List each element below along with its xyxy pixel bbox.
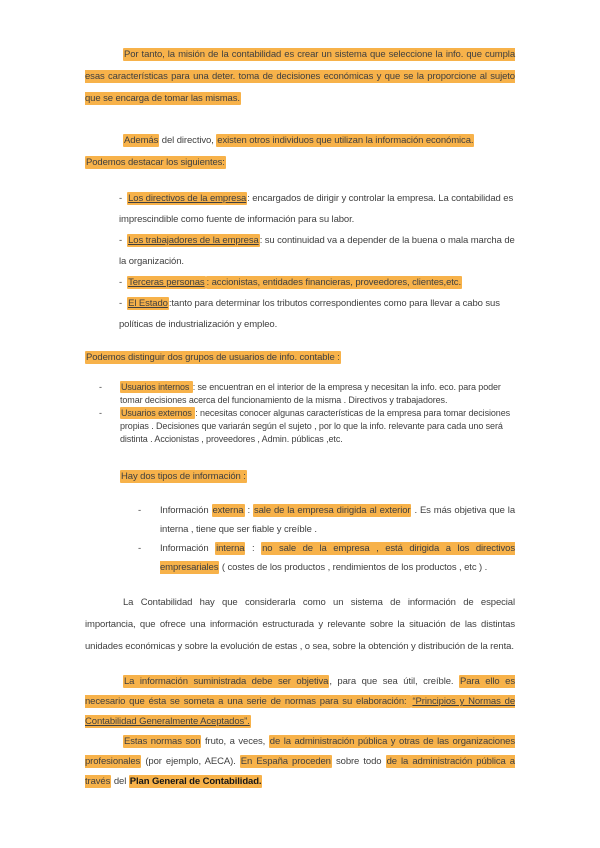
paragraph [85,130,515,174]
paragraph [85,466,515,488]
highlighted-text: Hay dos tipos de información : [121,471,246,482]
text-segment: : encargados de dirigir y controlar la empresa. La contabilidad es imprescindible como fuente de información para su labor. [119,193,514,225]
bullet-dash-icon: - [119,193,123,204]
highlighted-text: Plan General de Contabilidad. [129,776,262,787]
text-segment: : necesitas conocer algunas características de la empresa para tomar decisiones propias . Decisiones que variarán según el sujeto , por lo que la info. relevante para cada uno será distinta . Accionistas , proveedores , Admin. públicas ,etc. [120,408,510,444]
highlighted-text: Los trabajadores de la empresa [128,235,259,246]
paragraph [85,592,515,658]
text-segment: sobre todo [331,756,386,767]
bullet-dash-icon: - [138,543,142,554]
highlighted-text: Estas normas son [124,736,201,747]
highlighted-text: Los directivos de la empresa [128,193,247,204]
highlighted-text: Además [124,135,159,146]
list-item [85,407,515,446]
bullet-dash-icon: - [138,505,142,516]
list-item [85,539,515,577]
text-segment: (por ejemplo, AECA). [141,756,240,767]
text-segment: del directivo, [159,135,217,146]
highlighted-text: Podemos distinguir dos grupos de usuarios de info. contable : [86,352,340,363]
list-block [85,381,515,446]
paragraph [85,44,515,110]
highlighted-text: no sale de la empresa , está dirigida a los directivos empresariales [160,543,515,573]
text-segment: : [244,505,253,516]
bullet-dash-icon: - [119,298,123,309]
highlighted-text: Por tanto, la misión de la contabilidad es crear un sistema que seleccione la info. que cumpla esas características para una deter. toma de decisiones económicas y que se la proporcione al sujeto que se encarga de tomar las mismas. [85,49,515,104]
highlighted-text: Terceras personas [128,277,205,288]
text-segment: Información [160,505,212,516]
highlighted-text: En España proceden [240,756,331,767]
highlighted-text: externa [212,505,244,516]
text-segment: La Contabilidad hay que considerarla como un sistema de información de especial importancia, que ofrece una información estructurada y relevante sobre la situación de las distintas unidades económicas y sobre la evolución de estas , o sea, sobre la obtención y distribución de la renta. [85,597,515,652]
list-item [85,381,515,407]
text-segment: fruto, a veces, [201,736,269,747]
bullet-dash-icon: - [119,235,123,246]
highlighted-text: Usuarios internos [121,382,192,392]
text-segment: : se encuentran en el interior de la empresa y necesitan la info. eco. para poder tomar decisiones acerca del funcionamiento de la misma . Directivos y trabajadores. [120,382,501,405]
list-block [85,501,515,577]
highlighted-text: sale de la empresa dirigida al exterior [253,505,411,516]
highlighted-text: “Principios y Normas de Contabilidad Generalmente Aceptados”. [85,696,515,727]
text-segment: , para que sea útil, creíble. [329,676,459,687]
highlighted-text: Usuarios externos [121,408,195,418]
highlighted-text: existen otros individuos que utilizan la información económica. [217,135,474,146]
text-segment: del [111,776,129,787]
paragraph [85,732,515,792]
highlighted-text: : accionistas, entidades financieras, proveedores, clientes,etc. [206,277,461,288]
text-segment: :tanto para determinar los tributos correspondientes como para llevar a cabo sus políticas de industrialización y empleo. [119,298,500,330]
highlighted-text: interna [216,543,245,554]
bullet-dash-icon: - [99,382,102,392]
bullet-dash-icon: - [99,408,102,418]
text-segment: . Es más objetiva que la interna , tiene que ser fiable y creíble . [160,505,516,535]
list-item [85,272,515,293]
highlighted-text: Para ello es necesario que ésta se someta a una serie de normas para su elaboración: [85,676,515,707]
list-item [85,293,515,335]
text-segment: Información [160,543,216,554]
list-item [85,230,515,272]
text-segment: : su continuidad va a depender de la buena o mala marcha de la organización. [119,235,515,267]
highlighted-text: Podemos destacar los siguientes: [86,157,225,168]
paragraph [85,347,515,369]
text-segment: : [245,543,262,554]
text-segment: ( costes de los productos , rendimientos de los productos , etc ) . [219,562,488,573]
bullet-dash-icon: - [119,277,123,288]
highlighted-text: La información suministrada debe ser objetiva [124,676,329,687]
list-item [85,501,515,539]
highlighted-text: de la administración pública y otras de las organizaciones profesionales [85,736,516,767]
highlighted-text: de la administración pública a través [85,756,515,787]
list-block [85,188,515,335]
paragraph [85,672,515,732]
list-item [85,188,515,230]
highlighted-text: El Estado [128,298,168,309]
